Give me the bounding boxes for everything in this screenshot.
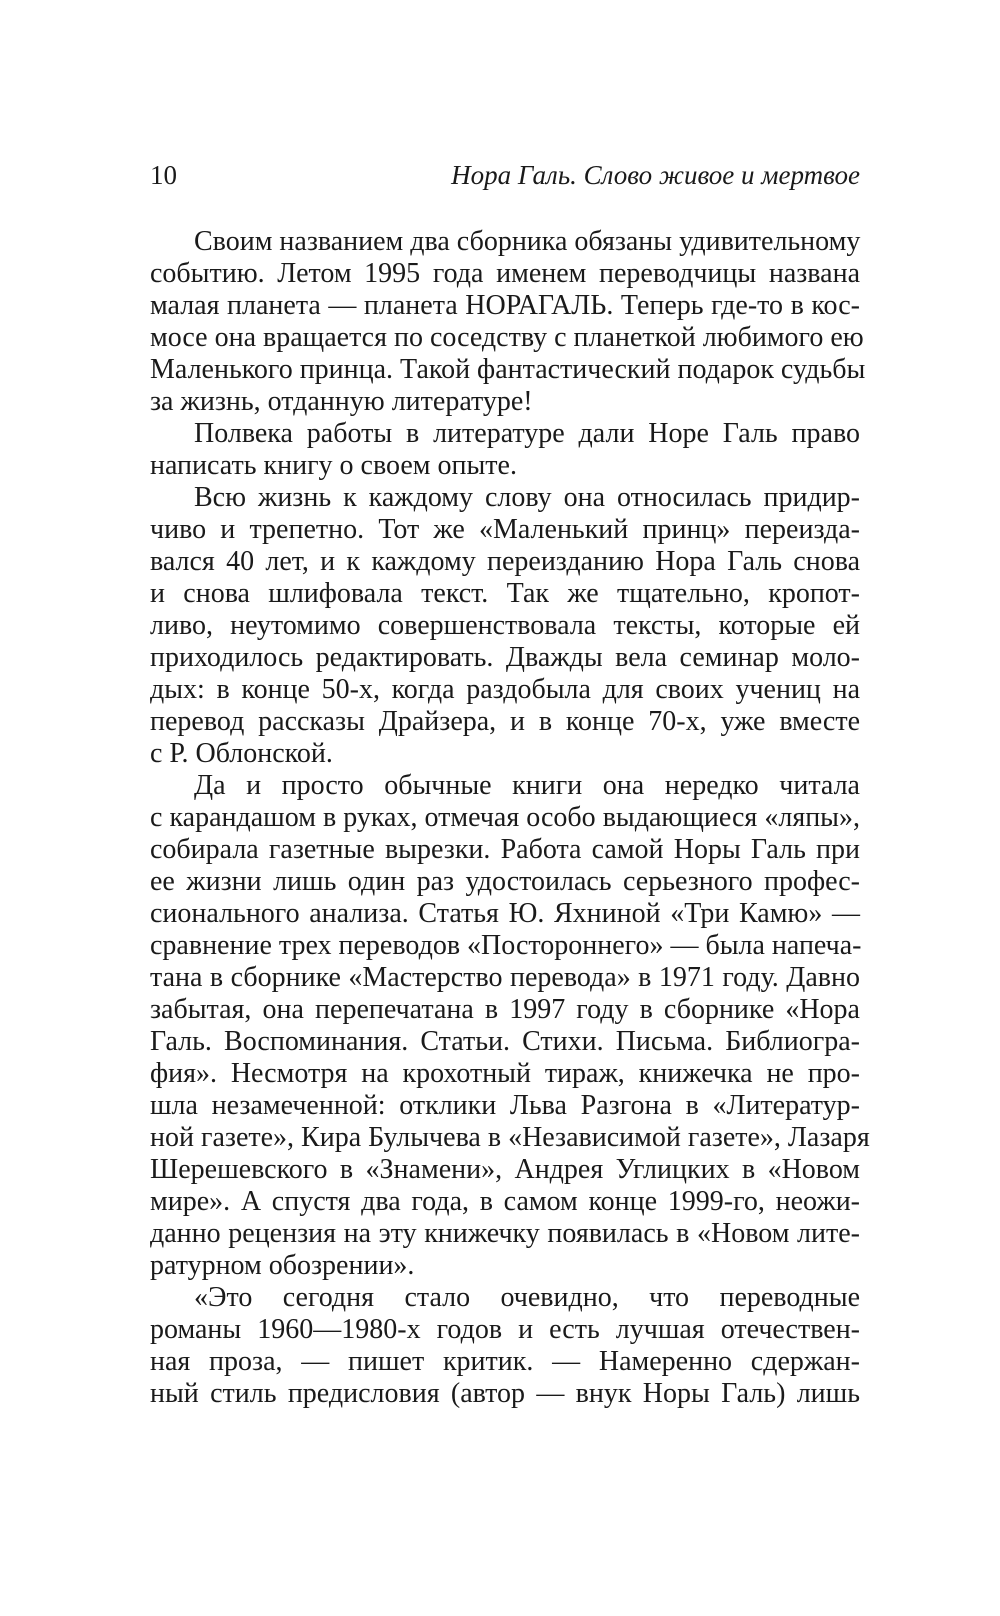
text-line: написать книгу о своем опыте. [150, 450, 517, 481]
text-line: Галь. Воспоминания. Статьи. Стихи. Письма. Библиогра- [150, 1026, 860, 1057]
paragraph [150, 418, 860, 482]
paragraph [150, 770, 870, 1282]
text-line: романы 1960—1980-х годов и есть лучшая отечествен- [150, 1314, 860, 1345]
text-line: перевод рассказы Драйзера, и в конце 70-х, уже вместе [150, 706, 860, 737]
text-line: шла незамеченной: отклики Льва Разгона в «Литератур- [150, 1090, 860, 1121]
running-title: Нора Галь. Слово живое и мертвое [451, 160, 860, 190]
paragraph [150, 1282, 860, 1410]
body-text [150, 226, 870, 1410]
text-line: ная проза, — пишет критик. — Намеренно сдержан- [150, 1346, 860, 1377]
text-line: ной газете», Кира Булычева в «Независимой газете», Лазаря [150, 1122, 870, 1153]
text-line: ный стиль предисловия (автор — внук Норы Галь) лишь [150, 1378, 860, 1409]
paragraph [150, 482, 860, 770]
text-line: за жизнь, отданную литературе! [150, 386, 533, 417]
text-line: Полвека работы в литературе дали Норе Галь право [194, 418, 860, 449]
text-line: с карандашом в руках, отмечая особо выдающиеся «ляпы», [150, 802, 860, 833]
text-line: вался 40 лет, и к каждому переизданию Нора Галь снова [150, 546, 860, 577]
text-line: мосе она вращается по соседству с планеткой любимого ею [150, 322, 864, 353]
text-line: забытая, она перепечатана в 1997 году в сборнике «Нора [150, 994, 860, 1025]
text-line: ратурном обозрении». [150, 1250, 415, 1281]
text-line: с Р. Облонской. [150, 738, 333, 769]
text-line: Маленького принца. Такой фантастический подарок судьбы [150, 354, 866, 385]
text-line: фия». Несмотря на крохотный тираж, книжечка не про- [150, 1058, 860, 1089]
text-line: Всю жизнь к каждому слову она относилась придир- [194, 482, 860, 513]
text-line: Да и просто обычные книги она нередко читала [194, 770, 860, 801]
text-line: Своим названием два сборника обязаны удивительному [194, 226, 861, 257]
text-line: ливо, неутомимо совершенствовала тексты, которые ей [150, 610, 860, 641]
text-line: приходилось редактировать. Дважды вела семинар моло- [150, 642, 860, 673]
text-line: сионального анализа. Статья Ю. Яхниной «Три Камю» — [150, 898, 860, 929]
paragraph [150, 226, 866, 418]
text-line: чиво и трепетно. Тот же «Маленький принц» переизда- [150, 514, 860, 545]
text-line: тана в сборнике «Мастерство перевода» в 1971 году. Давно [150, 962, 860, 993]
text-line: сравнение трех переводов «Постороннего» — была напеча- [150, 930, 862, 961]
text-line: мире». А спустя два года, в самом конце 1999-го, неожи- [150, 1186, 860, 1217]
page-number: 10 [150, 160, 177, 190]
running-head [150, 155, 860, 195]
text-line: малая планета — планета НОРАГАЛЬ. Теперь где-то в кос- [150, 290, 860, 321]
text-line: ее жизни лишь один раз удостоилась серьезного профес- [150, 866, 860, 897]
text-line: данно рецензия на эту книжечку появилась в «Новом лите- [150, 1218, 860, 1249]
text-line: «Это сегодня стало очевидно, что переводные [194, 1282, 860, 1313]
text-line: дых: в конце 50-х, когда раздобыла для своих учениц на [150, 674, 860, 705]
text-line: собирала газетные вырезки. Работа самой Норы Галь при [150, 834, 860, 865]
text-line: событию. Летом 1995 года именем переводчицы названа [150, 258, 860, 289]
text-line: и снова шлифовала текст. Так же тщательно, кропот- [150, 578, 860, 609]
text-line: Шерешевского в «Знамени», Андрея Углицких в «Новом [150, 1154, 860, 1185]
